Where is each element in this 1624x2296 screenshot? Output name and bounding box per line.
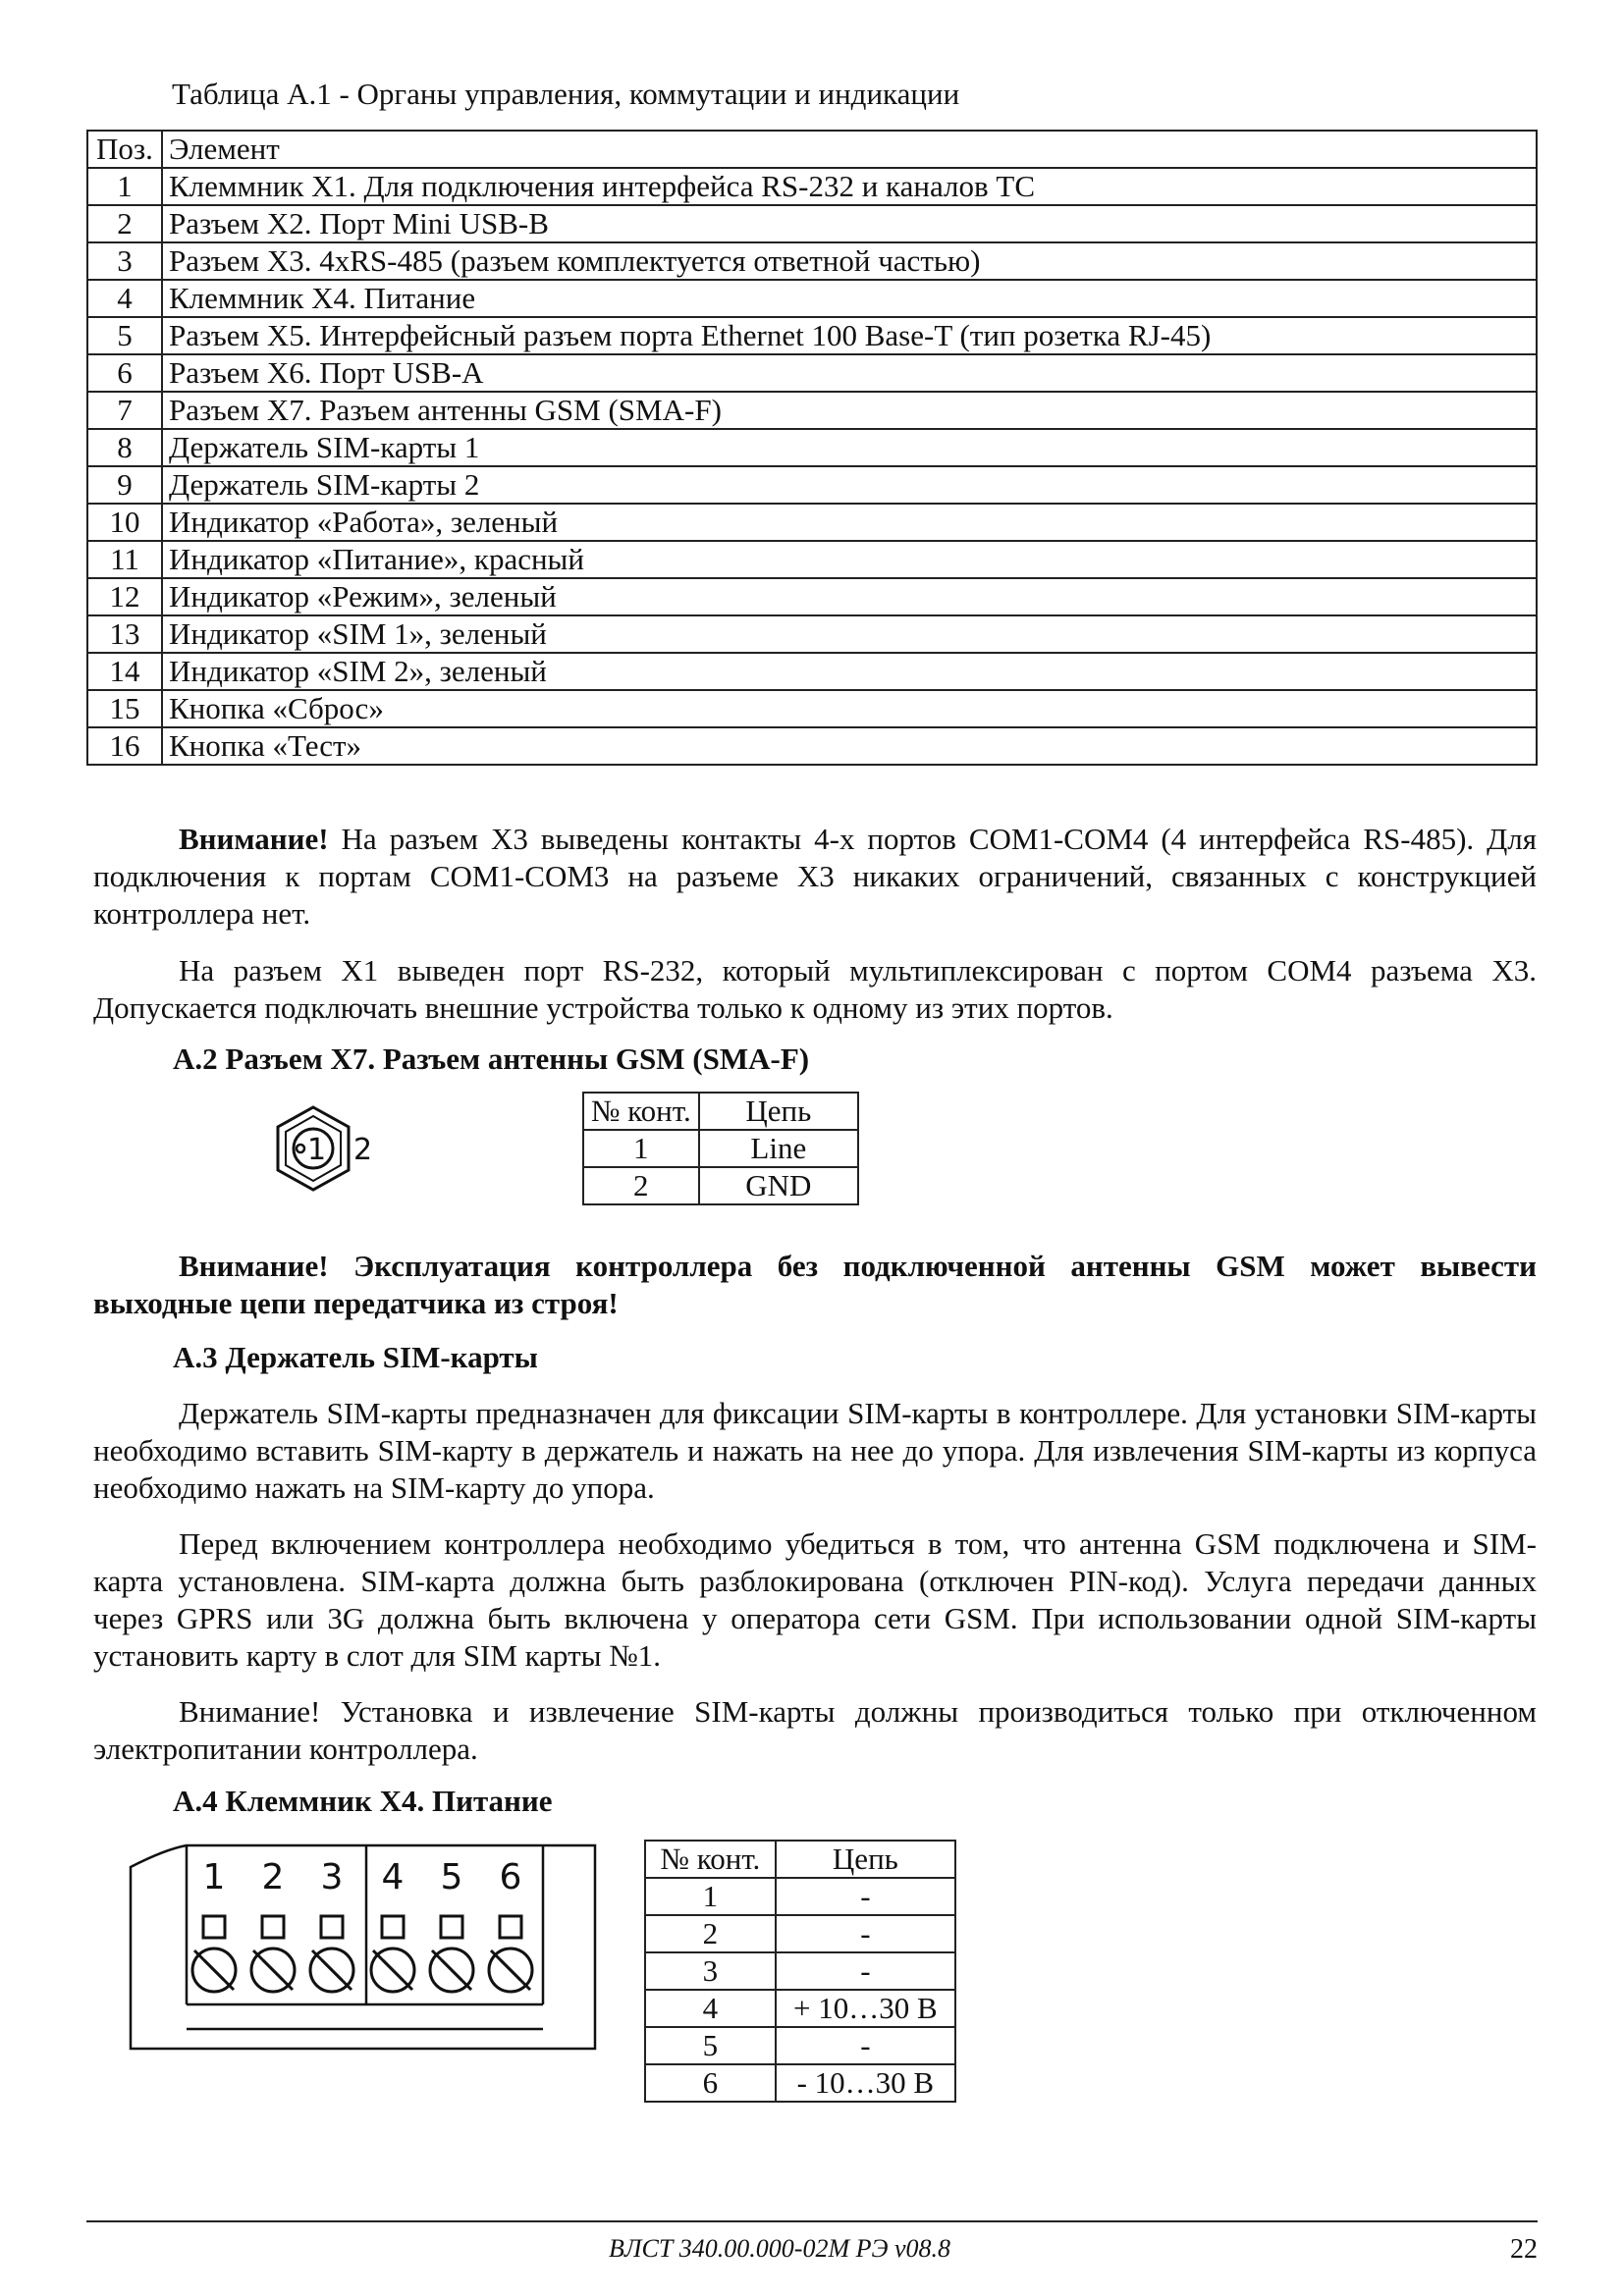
- screw-slot-line: [204, 1960, 234, 1990]
- header-pos: Поз.: [87, 131, 162, 168]
- terminal-label-5: 5: [440, 1857, 463, 1897]
- row-element: Индикатор «Режим», зеленый: [162, 578, 1537, 615]
- row-element: Разъем Х2. Порт Mini USB-B: [162, 205, 1537, 242]
- table-row: [87, 690, 1537, 727]
- row-contact: 4: [645, 1990, 776, 2027]
- row-contact: 1: [583, 1130, 699, 1167]
- controls-table: [86, 130, 1538, 766]
- row-contact: 2: [583, 1167, 699, 1204]
- heading-a4: А.4 Клеммник Х4. Питание: [173, 1784, 553, 1818]
- table-row: [87, 429, 1537, 466]
- table-row: [87, 280, 1537, 317]
- terminal-body-outline: [131, 1845, 595, 2049]
- paragraph-sim-1: Держатель SIM-карты предназначен для фиксации SIM-карты в контроллере. Для установки SIM-карты необходимо вставить SIM-карту в держатель и нажать на нее до упора. Для извлечения SIM-карты из корпуса необходимо нажать на SIM-карту до упора.: [93, 1396, 1537, 1505]
- row-element: Клеммник Х4. Питание: [162, 280, 1537, 317]
- heading-a3: А.3 Держатель SIM-карты: [173, 1340, 538, 1374]
- table-row: [645, 2027, 955, 2064]
- footer-divider: [86, 2220, 1538, 2222]
- table-row: [87, 578, 1537, 615]
- warning-label: Внимание!: [179, 822, 329, 856]
- row-pos: 15: [87, 690, 162, 727]
- header-element: Элемент: [162, 131, 1537, 168]
- row-element: Индикатор «SIM 2», зеленый: [162, 653, 1537, 690]
- row-pos: 9: [87, 466, 162, 504]
- terminal-slot: [203, 1916, 225, 1938]
- terminal-label-1: 1: [202, 1857, 226, 1897]
- center-pin: [297, 1145, 304, 1152]
- row-pos: 3: [87, 242, 162, 280]
- table-row: [87, 727, 1537, 765]
- terminal-label-6: 6: [499, 1857, 522, 1897]
- table-row: [87, 354, 1537, 392]
- row-circuit: -: [776, 1952, 955, 1990]
- power-pin-table: [644, 1840, 956, 2103]
- row-contact: 6: [645, 2064, 776, 2102]
- screw-slot-line: [501, 1960, 530, 1990]
- warning-antenna: Внимание! Эксплуатация контроллера без подключенной антенны GSM может вывести выходные цепи передатчика из строя!: [93, 1249, 1537, 1320]
- table-header-row: [583, 1093, 858, 1130]
- paragraph-sim-3: Внимание! Установка и извлечение SIM-карты должны производиться только при отключенном электропитании контроллера.: [93, 1694, 1537, 1766]
- row-pos: 7: [87, 392, 162, 429]
- header-contact: № конт.: [645, 1841, 776, 1878]
- terminal-slot: [500, 1916, 521, 1938]
- table-header-row: [87, 131, 1537, 168]
- screw-slot-line: [383, 1960, 412, 1990]
- row-pos: 11: [87, 541, 162, 578]
- row-circuit: + 10…30 В: [776, 1990, 955, 2027]
- header-circuit: Цепь: [776, 1841, 955, 1878]
- header-circuit: Цепь: [699, 1093, 858, 1130]
- row-element: Разъем Х7. Разъем антенны GSM (SMA-F): [162, 392, 1537, 429]
- row-pos: 12: [87, 578, 162, 615]
- heading-a2: А.2 Разъем Х7. Разъем антенны GSM (SMA-F): [173, 1041, 810, 1076]
- table-row: [87, 392, 1537, 429]
- screw-slot-line: [442, 1960, 471, 1990]
- table-row: [583, 1130, 858, 1167]
- warning-text: На разъем Х3 выведены контакты 4-х портов COM1-COM4 (4 интерфейса RS-485). Для подключения к портам COM1-COM3 на разъеме Х3 никаких ограничений, связанных с конструкцией контроллера нет.: [93, 822, 1537, 931]
- row-pos: 14: [87, 653, 162, 690]
- row-element: Кнопка «Тест»: [162, 727, 1537, 765]
- terminal-label-4: 4: [381, 1857, 405, 1897]
- terminal-label-2: 2: [261, 1857, 285, 1897]
- row-element: Индикатор «SIM 1», зеленый: [162, 615, 1537, 653]
- sma-connector-diagram: [257, 1104, 405, 1212]
- row-pos: 2: [87, 205, 162, 242]
- terminal-slot: [262, 1916, 284, 1938]
- row-circuit: -: [776, 2027, 955, 2064]
- row-pos: 1: [87, 168, 162, 205]
- table-row: [87, 242, 1537, 280]
- table-row: [645, 1952, 955, 1990]
- row-pos: 8: [87, 429, 162, 466]
- row-element: Клеммник Х1. Для подключения интерфейса RS-232 и каналов ТС: [162, 168, 1537, 205]
- pin-label-1: 1: [307, 1133, 327, 1167]
- table-row: [87, 504, 1537, 541]
- terminal-block-diagram: [126, 1838, 607, 2054]
- table-row: [87, 317, 1537, 354]
- row-contact: 3: [645, 1952, 776, 1990]
- row-element: Держатель SIM-карты 1: [162, 429, 1537, 466]
- row-element: Держатель SIM-карты 2: [162, 466, 1537, 504]
- table-row: [645, 1915, 955, 1952]
- row-contact: 2: [645, 1915, 776, 1952]
- row-element: Индикатор «Питание», красный: [162, 541, 1537, 578]
- row-circuit: - 10…30 В: [776, 2064, 955, 2102]
- paragraph-sim-2: Перед включением контроллера необходимо убедиться в том, что антенна GSM подключена и SIM-карта установлена. SIM-карта должна быть разблокирована (отключен PIN-код). Услуга передачи данных через GPRS или 3G должна быть включена у оператора сети GSM. При использовании одной SIM-карты установить карту в слот для SIM карты №1.: [93, 1526, 1537, 1673]
- table-row: [645, 2064, 955, 2102]
- table-row: [87, 541, 1537, 578]
- row-contact: 1: [645, 1878, 776, 1915]
- row-pos: 6: [87, 354, 162, 392]
- terminal-slot: [321, 1916, 343, 1938]
- row-pos: 5: [87, 317, 162, 354]
- table-row: [87, 168, 1537, 205]
- screw-slot-line: [263, 1960, 293, 1990]
- row-circuit: Line: [699, 1130, 858, 1167]
- footer-page-number: 22: [1510, 2234, 1538, 2265]
- table-row: [87, 466, 1537, 504]
- warning-com-ports: [93, 821, 1537, 933]
- terminal-label-3: 3: [320, 1857, 344, 1897]
- screw-slot-line: [322, 1960, 352, 1990]
- table-header-row: [645, 1841, 955, 1878]
- row-element: Разъем Х3. 4хRS-485 (разъем комплектуется ответной частью): [162, 242, 1537, 280]
- table-caption: Таблица А.1 - Органы управления, коммутации и индикации: [172, 77, 960, 111]
- antenna-pin-table: [582, 1092, 859, 1205]
- row-pos: 10: [87, 504, 162, 541]
- table-row: [645, 1878, 955, 1915]
- row-element: Разъем Х5. Интерфейсный разъем порта Ethernet 100 Base-T (тип розетка RJ-45): [162, 317, 1537, 354]
- row-contact: 5: [645, 2027, 776, 2064]
- table-row: [87, 205, 1537, 242]
- header-contact: № конт.: [583, 1093, 699, 1130]
- row-element: Разъем Х6. Порт USB-A: [162, 354, 1537, 392]
- terminal-slot: [441, 1916, 462, 1938]
- footer-document-id: ВЛСТ 340.00.000-02М РЭ v08.8: [609, 2234, 951, 2263]
- row-pos: 13: [87, 615, 162, 653]
- terminal-slot: [382, 1916, 404, 1938]
- table-row: [583, 1167, 858, 1204]
- paragraph-x1: На разъем Х1 выведен порт RS-232, который мультиплексирован с портом COM4 разъема Х3. Допускается подключать внешние устройства только к одному из этих портов.: [93, 953, 1537, 1025]
- pin-label-2: 2: [353, 1133, 373, 1167]
- row-circuit: -: [776, 1915, 955, 1952]
- table-row: [87, 615, 1537, 653]
- row-element: Индикатор «Работа», зеленый: [162, 504, 1537, 541]
- row-circuit: -: [776, 1878, 955, 1915]
- table-row: [645, 1990, 955, 2027]
- row-circuit: GND: [699, 1167, 858, 1204]
- row-element: Кнопка «Сброс»: [162, 690, 1537, 727]
- table-row: [87, 653, 1537, 690]
- row-pos: 16: [87, 727, 162, 765]
- row-pos: 4: [87, 280, 162, 317]
